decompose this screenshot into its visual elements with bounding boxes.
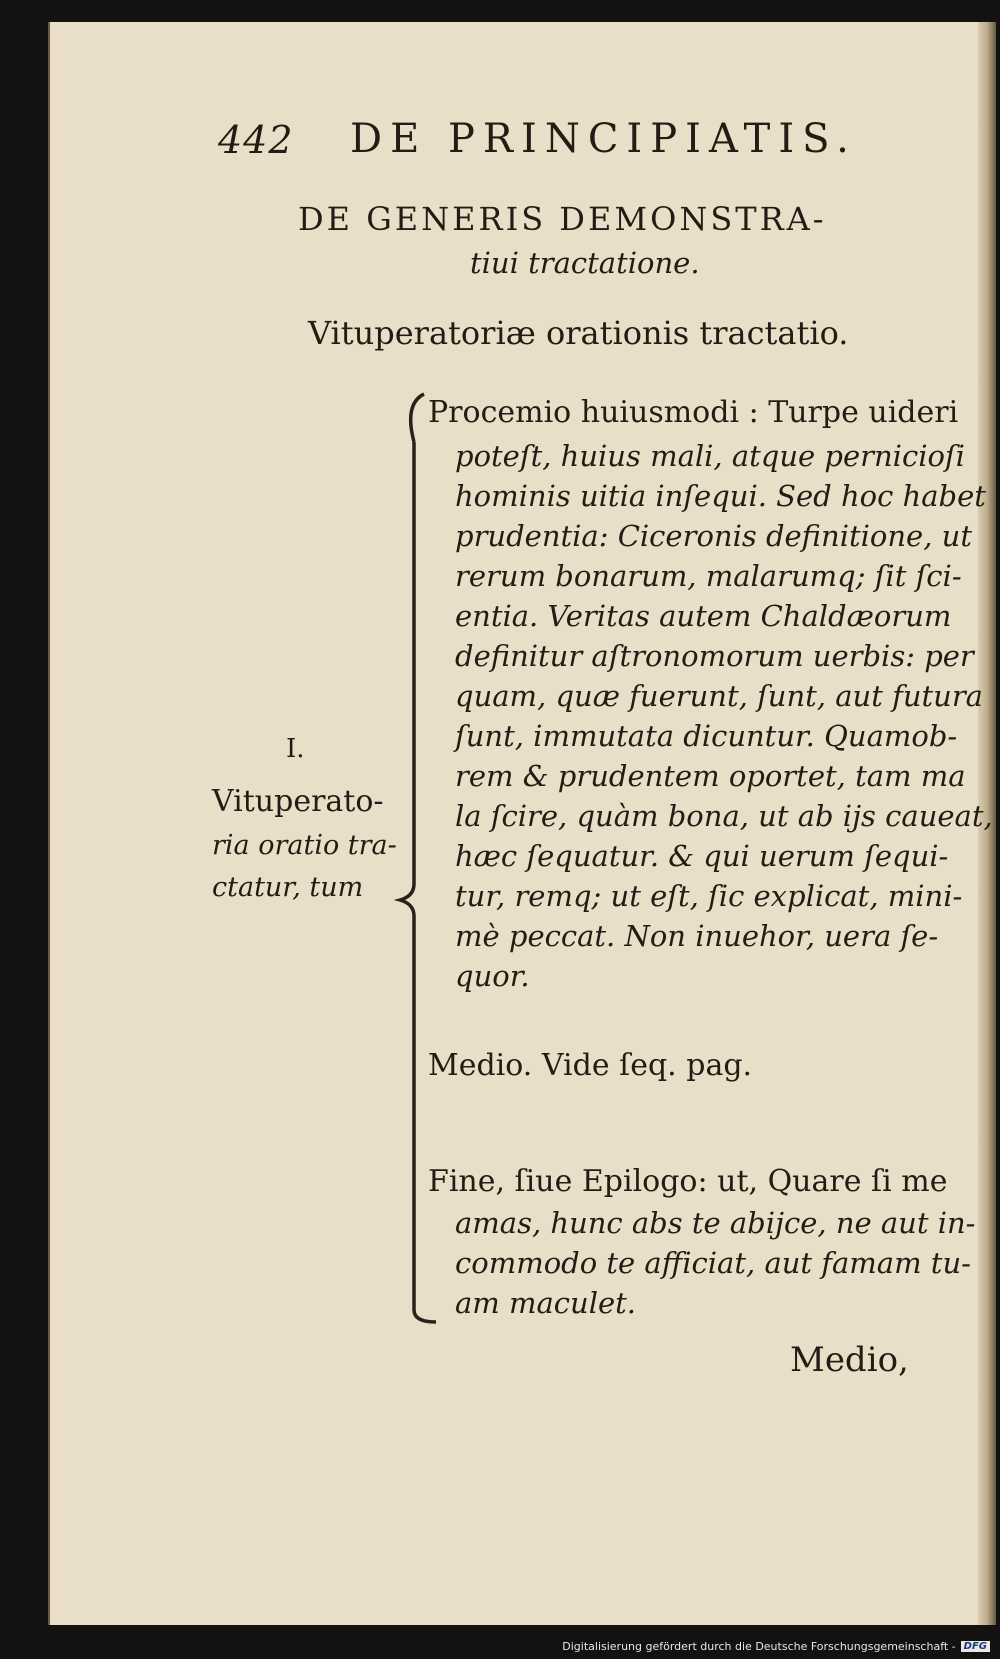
list-item-line: rerum bonarum, malarumq; ſit ſci-: [455, 559, 962, 593]
list-item-line: ſunt, immutata dicuntur. Quamob-: [455, 719, 958, 753]
left-label-line: Vituperato-: [212, 784, 384, 819]
page-number: 442: [218, 118, 294, 162]
list-item-line: am maculet.: [455, 1286, 637, 1320]
digitization-footer: [562, 1640, 990, 1653]
list-item-line: tur, remq; ut eſt, ſic explicat, mini-: [455, 879, 963, 913]
running-head: DE PRINCIPIATIS.: [350, 116, 857, 162]
section-heading-line-2: tiui tractatione.: [470, 246, 700, 280]
list-item-line: hominis uitia inſequi. Sed hoc habet: [455, 479, 986, 513]
list-item-line: quor.: [455, 959, 530, 993]
list-item-line: rem & prudentem oportet, tam ma: [455, 759, 966, 793]
list-item: Procemio huiusmodi : Turpe uideri: [428, 395, 959, 430]
book-page: [48, 22, 996, 1625]
list-item-line: quam, quæ fuerunt, ſunt, aut futura: [455, 679, 983, 713]
dfg-logo: DFG: [961, 1641, 990, 1652]
list-item-line: commodo te afficiat, aut famam tu-: [455, 1246, 971, 1280]
left-label-number: I.: [286, 734, 305, 764]
list-item-line: prudentia: Ciceronis definitione, ut: [455, 519, 972, 553]
section-title: Vituperatoriæ orationis tractatio.: [308, 314, 849, 352]
list-item-line: definitur aſtronomorum uerbis: per: [455, 639, 974, 673]
list-item-line: entia. Veritas autem Chaldæorum: [455, 599, 952, 633]
catchword: Medio,: [790, 1340, 909, 1380]
list-item: Medio. Vide ſeq. pag.: [428, 1048, 753, 1083]
list-item-line: hæc ſequatur. & qui uerum ſequi-: [455, 839, 949, 873]
list-item-line: poteſt, huius mali, atque pernicioſi: [455, 439, 965, 473]
list-item-line: mè peccat. Non inuehor, uera ſe-: [455, 919, 939, 953]
list-item-line: la ſcire, quàm bona, ut ab ijs caueat,: [455, 799, 993, 833]
footer-text: Digitalisierung gefördert durch die Deutsche Forschungsgemeinschaft -: [562, 1640, 956, 1653]
list-item-line: amas, hunc abs te abijce, ne aut in-: [455, 1206, 976, 1240]
list-item: Fine, ſiue Epilogo: ut, Quare ſi me: [428, 1164, 948, 1199]
left-label-line: ctatur, tum: [212, 872, 364, 903]
left-label-line: ria oratio tra-: [212, 830, 397, 861]
section-heading-line-1: DE GENERIS DEMONSTRA-: [298, 200, 827, 238]
